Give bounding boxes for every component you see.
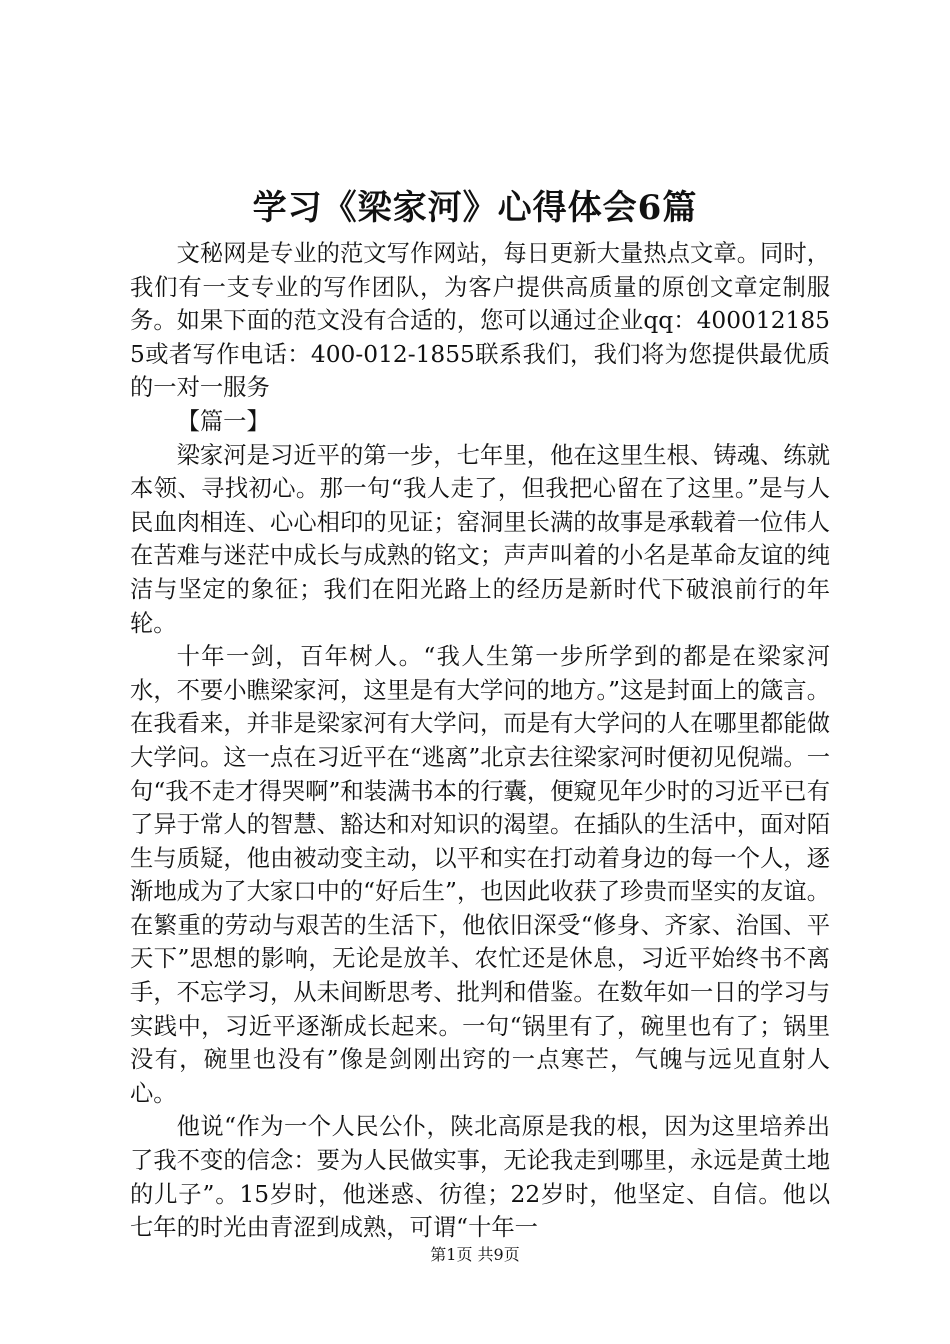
body-paragraph: 他说“作为一个人民公仆，陕北高原是我的根，因为这里培养出了我不变的信念：要为人民做实事，无论我走到哪里，永远是黄土地的儿子”。15岁时，他迷惑、彷徨；22岁时，他坚定、自信。他以七年的时光由青涩到成熟，可谓“十年一 [130, 1113, 830, 1242]
section-heading: 【篇一】 [176, 407, 270, 435]
body-paragraph: 梁家河是习近平的第一步，七年里，他在这里生根、铸魂、练就本领、寻找初心。那一句“我人走了，但我把心留在了这里。”是与人民血肉相连、心心相印的见证；窑洞里长满的故事是承载着一位伟人在苦难与迷茫中成长与成熟的铭文；声声叫着的小名是革命友谊的纯洁与坚定的象征；我们在阳光路上的经历是新时代下破浪前行的年轮。 [130, 441, 830, 637]
intro-paragraph: 文秘网是专业的范文写作网站，每日更新大量热点文章。同时，我们有一支专业的写作团队，为客户提供高质量的原创文章定制服务。如果下面的范文没有合适的，您可以通过企业qq：4000121855或者写作电话：400-012-1855联系我们，我们将为您提供最优质的一对一服务 [130, 240, 830, 402]
document-title: 学习《梁家河》心得体会6篇 [252, 188, 698, 228]
body-paragraph: 十年一剑，百年树人。“我人生第一步所学到的都是在梁家河水，不要小瞧梁家河，这里是有大学问的地方。”这是封面上的箴言。在我看来，并非是梁家河有大学问，而是有大学问的人在哪里都能做大学问。这一点在习近平在“逃离”北京去往梁家河时便初见倪端。一句“我不走才得哭啊”和装满书本的行囊，便窥见年少时的习近平已有了异于常人的智慧、豁达和对知识的渴望。在插队的生活中，面对陌生与质疑，他由被动变主动，以平和实在打动着身边的每一个人，逐渐地成为了大家口中的“好后生”，也因此收获了珍贵而坚实的友谊。在繁重的劳动与艰苦的生活下，他依旧深受“修身、齐家、治国、平天下”思想的影响，无论是放羊、农忙还是休息，习近平始终书不离手，不忘学习，从未间断思考、批判和借鉴。在数年如一日的学习与实践中，习近平逐渐成长起来。一句“锅里有了，碗里也有了；锅里没有，碗里也没有”像是剑刚出窍的一点寒芒，气魄与远见直射人心。 [130, 643, 830, 1107]
page-footer: 第1页 共9页 [430, 1245, 520, 1264]
document-body [130, 237, 830, 1245]
